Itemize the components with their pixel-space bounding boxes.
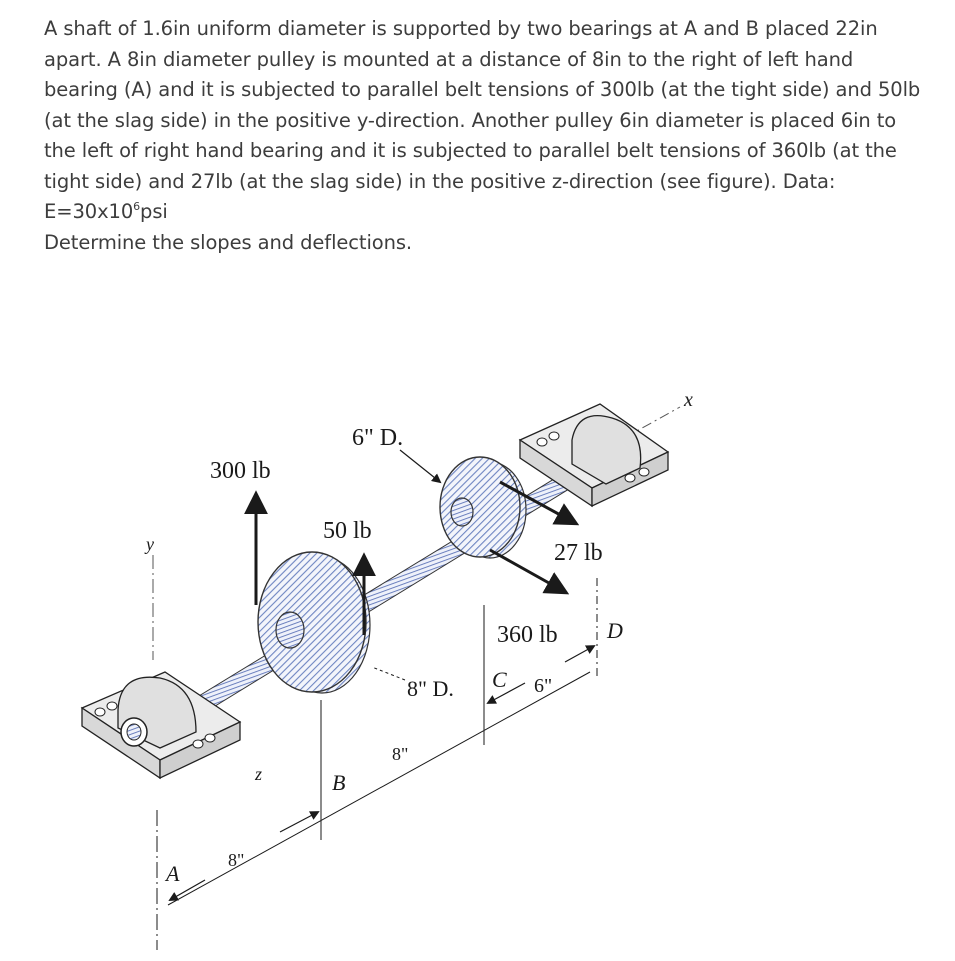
label-b: B — [332, 770, 346, 795]
axis-x-label: x — [684, 389, 693, 411]
label-a: A — [166, 861, 180, 886]
label-6d: 6" D. — [352, 425, 404, 451]
label-z: z — [255, 764, 263, 784]
data-line — [44, 197, 924, 228]
arrow-dim-ab — [280, 812, 318, 832]
shaft-diagram — [0, 360, 955, 960]
label-300lb: 300 lb — [210, 458, 271, 484]
data-exponent: 6 — [133, 200, 141, 213]
label-8d: 8" D. — [407, 676, 454, 701]
data-prefix: E=30x10 — [44, 200, 134, 223]
label-27lb: 27 lb — [554, 540, 603, 566]
dim-ab-value: 8" — [228, 850, 245, 870]
label-c: C — [492, 667, 507, 692]
problem-statement: A shaft of 1.6in uniform diameter is supported by two bearings at A and B placed 22in apart. A 8in diameter pulley is mounted at a distance of 8in to the right of left hand bearing (A) and it is subjected to parallel belt tensions of 300lb (at the tight side) and 50lb (at the slag side) in the positive y-direction. Another pulley 6in diameter is placed 6in to the left of right hand bearing and it is subjected to parallel belt tensions of 360lb (at the tight side) and 27lb (at the slag side) in the positive z-direction (see figure). Data: — [44, 17, 921, 193]
task-text: Determine the slopes and deflections. — [44, 230, 413, 254]
label-d: D — [607, 618, 623, 643]
pulley-6in — [440, 457, 526, 558]
arrow-dim-cd — [565, 646, 594, 662]
leader-8d — [372, 667, 405, 680]
dim-cd-value: 6" — [534, 675, 553, 697]
axis-y-label: y — [146, 534, 154, 554]
label-360lb: 360 lb — [497, 622, 558, 648]
leader-6d — [400, 450, 440, 482]
dim-bc-value: 8" — [392, 744, 409, 764]
dim-line — [168, 672, 590, 905]
label-50lb: 50 lb — [323, 518, 372, 544]
shaft-figure — [0, 360, 955, 960]
data-suffix: psi — [140, 200, 168, 223]
pulley-8in — [258, 552, 370, 693]
problem-text — [44, 14, 924, 258]
